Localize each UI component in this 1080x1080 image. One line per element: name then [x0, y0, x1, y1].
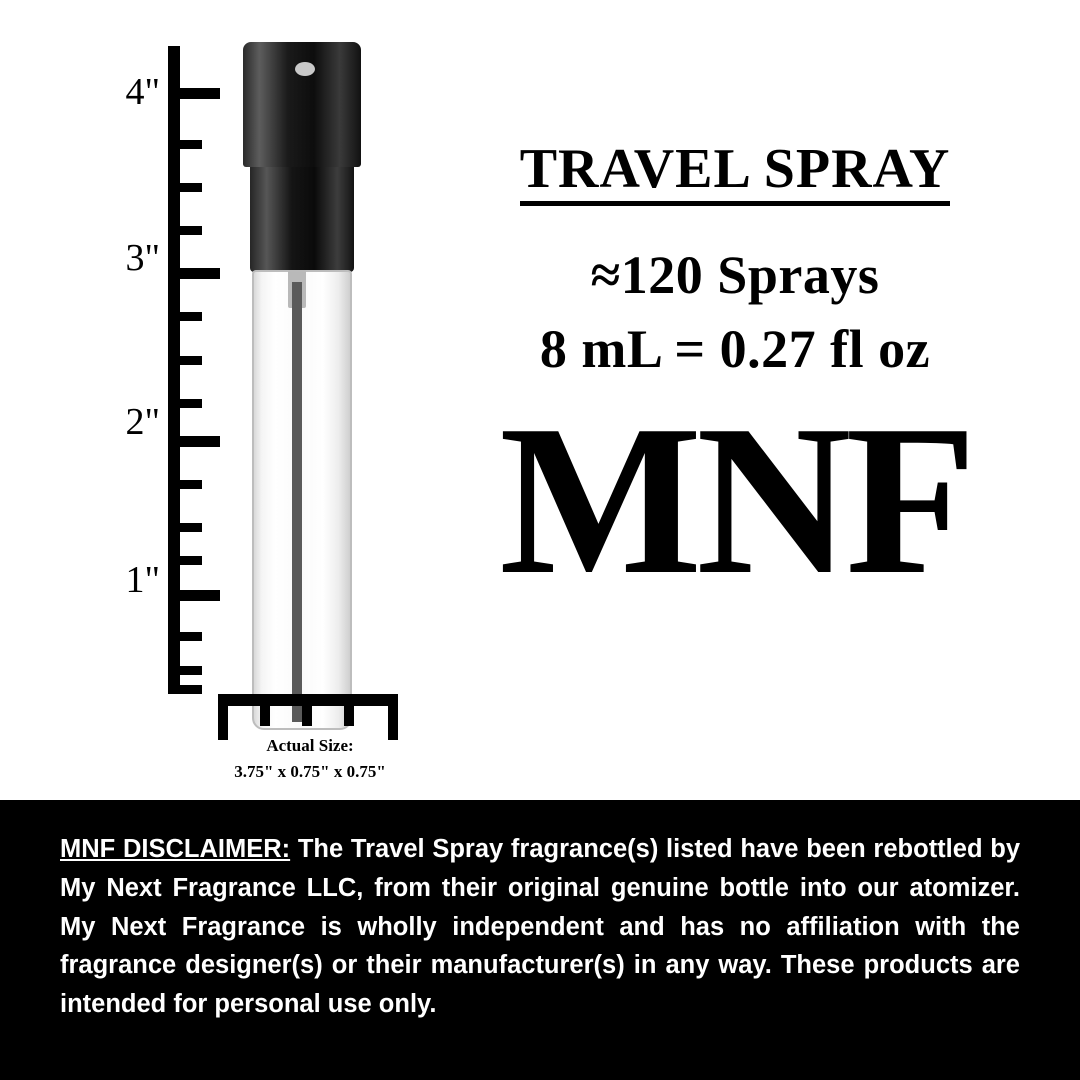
bottle-dip-tube: [292, 282, 302, 722]
ruler-tick-minor: [180, 312, 202, 321]
ruler-tick-major: [180, 88, 220, 99]
ruler-tick-minor: [180, 480, 202, 489]
ruler-tick-minor: [180, 399, 202, 408]
disclaimer-label: MNF DISCLAIMER:: [60, 835, 291, 863]
ruler-spine-horizontal: [218, 694, 398, 706]
ruler-tick-minor: [180, 226, 202, 235]
actual-size-caption: [180, 736, 440, 782]
ruler-tick-major: [180, 436, 220, 447]
volume-text: 8 mL = 0.27 fl oz: [539, 318, 931, 379]
bottle-cap: [243, 42, 361, 167]
disclaimer-body: The Travel Spray fragrance(s) listed have been rebottled by My Next Fragrance LLC, from their original genuine bottle into our atomizer. My Next Fragrance is wholly independent and has no affiliation with the fragrance designer(s) or their manufacturer(s) in any way. These products are intended for personal use only.: [60, 835, 1020, 1018]
bottle-glass-body: [252, 270, 352, 730]
ruler-label-2in: 2": [125, 401, 160, 443]
ruler-label-4in: 4": [125, 71, 160, 113]
ruler-tick-minor: [344, 706, 354, 726]
ruler-tick-minor: [180, 356, 202, 365]
ruler-tick-minor: [180, 666, 202, 675]
disclaimer-text: [60, 830, 1020, 1024]
ruler-tick-major: [180, 268, 220, 279]
ruler-tick-minor: [260, 706, 270, 726]
ruler-label-1in: 1": [125, 559, 160, 601]
ruler-tick-major: [180, 590, 220, 601]
actual-size-label: Actual Size:: [266, 736, 354, 755]
ruler-tick-minor: [180, 632, 202, 641]
cap-highlight: [295, 62, 315, 76]
actual-size-dimensions: 3.75" x 0.75" x 0.75": [234, 762, 386, 781]
product-info-block: [420, 138, 1050, 619]
spray-count: ≈120 Sprays: [590, 244, 880, 305]
mnf-logo: MNF: [499, 379, 971, 619]
bottle-collar: [250, 167, 354, 272]
ruler-tick-minor: [180, 556, 202, 565]
horizontal-ruler: [218, 694, 398, 740]
ruler-tick-major: [218, 706, 228, 740]
ruler-tick-minor: [180, 523, 202, 532]
travel-spray-bottle: [238, 42, 366, 692]
disclaimer-bar: [0, 800, 1080, 1080]
vertical-ruler: [168, 46, 218, 694]
ruler-tick-minor: [180, 140, 202, 149]
ruler-spine: [168, 46, 180, 694]
ruler-tick-minor: [302, 706, 312, 726]
ruler-tick-major: [388, 706, 398, 740]
ruler-tick-minor: [180, 685, 202, 694]
ruler-label-3in: 3": [125, 237, 160, 279]
ruler-tick-minor: [180, 183, 202, 192]
page-title: TRAVEL SPRAY: [520, 140, 951, 206]
